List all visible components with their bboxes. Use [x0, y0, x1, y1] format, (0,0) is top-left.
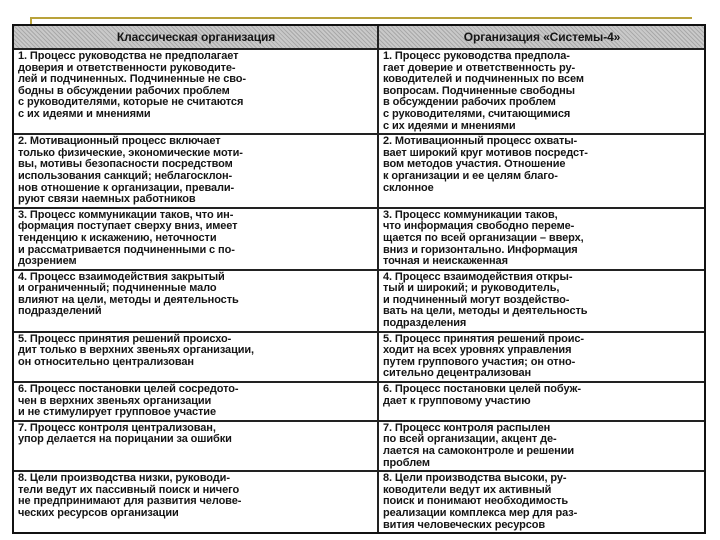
cell-text-line: сительно децентрализован — [383, 367, 532, 380]
cell-text-line: 4. Процесс взаимодействия откры- — [383, 270, 573, 283]
cell-text-line: нов отношение к организации, превали- — [18, 181, 235, 194]
cell-text-line: дает к групповому участию — [383, 394, 531, 407]
cell-text-line: он относительно централизован — [18, 355, 194, 368]
system-4-cell — [379, 383, 704, 420]
cell-text-line: вом методов участия. Отношение — [383, 158, 566, 171]
cell-text-line: к организации и ее целям благо- — [383, 169, 558, 182]
system-4-cell — [379, 422, 704, 470]
cell-text-line: 6. Процесс постановки целей побуж- — [383, 383, 581, 396]
cell-text-line: ческих ресурсов организации — [18, 506, 179, 519]
cell-text-line: поиск и понимают необходимость — [383, 495, 569, 508]
cell-text-line: с их идеями и мнениями — [383, 119, 516, 132]
cell-text-line: проблем — [383, 456, 430, 469]
cell-text-line: 3. Процесс коммуникации таков, — [383, 208, 558, 221]
cell-text-line: с их идеями и мнениями — [18, 107, 151, 120]
cell-text-line: 1. Процесс руководства не предполагает — [18, 50, 239, 62]
cell-text-line: руют связи наемных работников — [18, 193, 196, 206]
cell-text-line: и рассматривается подчиненными с по- — [18, 243, 235, 256]
cell-text-line: чен в верхних звеньях организации — [18, 394, 212, 407]
cell-text-line: 2. Мотивационный процесс охваты- — [383, 135, 578, 148]
classic-cell — [14, 333, 379, 381]
cell-text-line: с руководителями, считающимися — [383, 107, 571, 120]
cell-text-line: вает широкий круг мотивов посредст- — [383, 146, 588, 159]
system-4-cell — [379, 135, 704, 207]
cell-text-line: дозрением — [18, 255, 77, 268]
cell-text-line: вниз и горизонтально. Информация — [383, 243, 578, 256]
cell-text-line: упор делается на порицании за ошибки — [18, 433, 232, 446]
cell-text-line: точная и неискаженная — [383, 255, 508, 268]
cell-text-line: путем группового участия; он отно- — [383, 355, 576, 368]
cell-text-line: 7. Процесс контроля распылен — [383, 421, 551, 434]
cell-text-line: тый и широкий; и руководитель, — [383, 282, 560, 295]
cell-text-line: по всей организации, акцент де- — [383, 433, 557, 446]
classic-cell — [14, 135, 379, 207]
cell-text-line: подразделения — [383, 317, 467, 330]
cell-text-line: щается по всей организации – вверх, — [383, 231, 584, 244]
table-row — [14, 383, 704, 422]
classic-cell — [14, 472, 379, 532]
header-system-4-organization: Организация «Системы-4» — [379, 26, 704, 48]
cell-text-line: вать на цели, методы и деятельность — [383, 305, 588, 318]
cell-text-line: тели ведут их пассивный поиск и ничего — [18, 483, 240, 496]
cell-text-line: дит только в верхних звеньях организации, — [18, 344, 255, 357]
cell-text-line: бодны в обсуждении рабочих проблем — [18, 84, 230, 97]
cell-text-line: влияют на цели, методы и деятельность — [18, 293, 239, 306]
cell-text-line: ходит на всех уровнях управления — [383, 344, 572, 357]
table-row — [14, 472, 704, 532]
cell-text-line: что информация свободно переме- — [383, 220, 575, 233]
cell-text-line: 7. Процесс контроля централизован, — [18, 421, 216, 434]
cell-text-line: ководители ведут их активный — [383, 483, 552, 496]
cell-text-line: 6. Процесс постановки целей сосредото- — [18, 383, 239, 396]
cell-text-line: и подчиненный могут воздейство- — [383, 293, 570, 306]
cell-text-line: доверия и ответственности руководите- — [18, 61, 236, 74]
cell-text-line: с руководителями, которые не считаются — [18, 96, 244, 109]
cell-text-line: в обсуждении рабочих проблем — [383, 96, 556, 109]
system-4-cell — [379, 50, 704, 133]
cell-text-line: 5. Процесс принятия решений проис- — [383, 332, 584, 345]
cell-text-line: 8. Цели производства низки, руководи- — [18, 472, 230, 485]
header-classic-organization: Классическая организация — [14, 26, 379, 48]
cell-text-line: гает доверие и ответственность ру- — [383, 61, 576, 74]
cell-text-line: формация поступает сверху вниз, имеет — [18, 220, 238, 233]
table-row — [14, 422, 704, 472]
cell-text-line: только физические, экономические моти- — [18, 146, 243, 159]
classic-cell — [14, 422, 379, 470]
classic-cell — [14, 271, 379, 331]
classic-cell — [14, 209, 379, 269]
cell-text-line: лается на самоконтроле и решении — [383, 445, 575, 457]
cell-text-line: подразделений — [18, 305, 102, 318]
classic-cell — [14, 383, 379, 420]
cell-text-line: 1. Процесс руководства предпола- — [383, 50, 570, 62]
cell-text-line: реализации комплекса мер для раз- — [383, 506, 578, 519]
title-rule — [30, 17, 692, 19]
table-row — [14, 271, 704, 333]
cell-text-line: 5. Процесс принятия решений происхо- — [18, 332, 232, 345]
system-4-cell — [379, 472, 704, 532]
comparison-table — [12, 24, 706, 534]
cell-text-line: вития человеческих ресурсов — [383, 518, 545, 531]
cell-text-line: тенденцию к искажению, неточности — [18, 231, 217, 244]
table-row — [14, 209, 704, 271]
cell-text-line: 2. Мотивационный процесс включает — [18, 135, 221, 148]
cell-text-line: 4. Процесс взаимодействия закрытый — [18, 270, 225, 283]
system-4-cell — [379, 271, 704, 331]
classic-cell — [14, 50, 379, 133]
cell-text-line: и не стимулирует групповое участие — [18, 406, 216, 419]
cell-text-line: вы, мотивы безопасности посредством — [18, 158, 233, 171]
cell-text-line: 8. Цели производства высоки, ру- — [383, 472, 567, 485]
cell-text-line: лей и подчиненных. Подчиненные не сво- — [18, 73, 246, 86]
table-row — [14, 333, 704, 383]
table-row — [14, 135, 704, 209]
cell-text-line: склонное — [383, 181, 434, 194]
cell-text-line: не предпринимают для развития челове- — [18, 495, 242, 508]
system-4-cell — [379, 209, 704, 269]
cell-text-line: ководителей и подчиненных по всем — [383, 73, 584, 86]
cell-text-line: использования санкций; неблагосклон- — [18, 169, 233, 182]
cell-text-line: и ограниченный; подчиненные мало — [18, 282, 217, 295]
system-4-cell — [379, 333, 704, 381]
cell-text-line: вопросам. Подчиненные свободны — [383, 84, 575, 97]
table-header-row — [14, 26, 704, 50]
table-row — [14, 50, 704, 135]
cell-text-line: 3. Процесс коммуникации таков, что ин- — [18, 208, 234, 221]
